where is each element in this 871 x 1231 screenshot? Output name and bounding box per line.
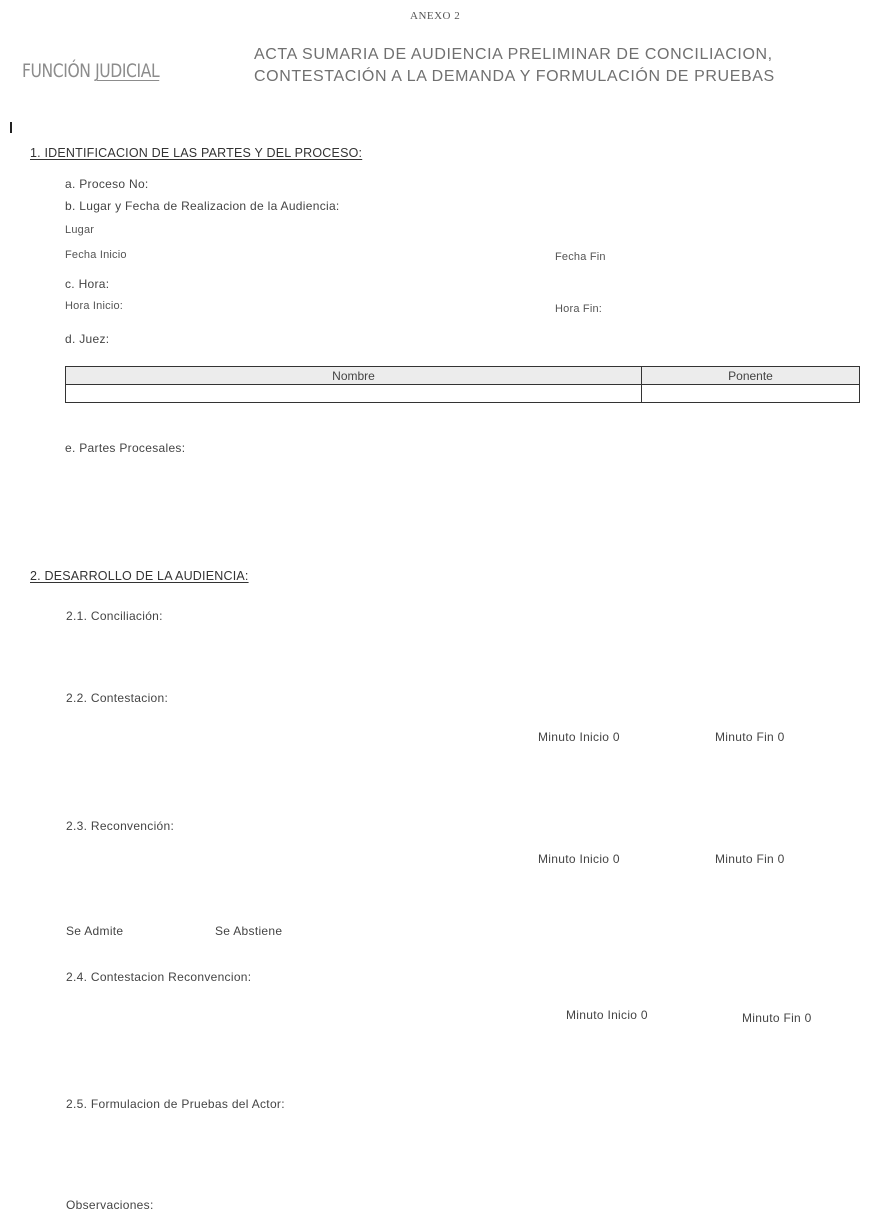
se-admite-label: Se Admite	[66, 924, 124, 938]
proceso-label: a. Proceso No:	[65, 177, 149, 191]
juez-nombre-cell	[66, 385, 642, 403]
reconvencion-minuto-fin: Minuto Fin 0	[715, 852, 785, 866]
section-1-heading: 1. IDENTIFICACION DE LAS PARTES Y DEL PROCESO:	[30, 146, 363, 160]
conciliacion-label: 2.1. Conciliación:	[66, 609, 163, 623]
margin-mark	[10, 122, 12, 133]
formulacion-pruebas-label: 2.5. Formulacion de Pruebas del Actor:	[66, 1097, 285, 1111]
table-row	[66, 385, 860, 403]
document-title-line-1: ACTA SUMARIA DE AUDIENCIA PRELIMINAR DE CONCILIACION,	[254, 46, 773, 63]
fecha-fin-label: Fecha Fin	[555, 251, 606, 263]
contestacion-reconvencion-label: 2.4. Contestacion Reconvencion:	[66, 970, 252, 984]
hora-label: c. Hora:	[65, 277, 110, 291]
contestacion-label: 2.2. Contestacion:	[66, 691, 169, 705]
hora-fin-label: Hora Fin:	[555, 303, 603, 315]
partes-procesales-label: e. Partes Procesales:	[65, 441, 186, 455]
reconvencion-label: 2.3. Reconvención:	[66, 819, 175, 833]
section-2-heading: 2. DESARROLLO DE LA AUDIENCIA:	[30, 569, 249, 583]
logo-text-1: FUNCIÓN	[22, 60, 96, 82]
contestacion-reconvencion-minuto-fin: Minuto Fin 0	[742, 1011, 812, 1025]
fecha-inicio-label: Fecha Inicio	[65, 249, 127, 261]
juez-table	[65, 366, 860, 403]
document-title-line-2: CONTESTACIÓN A LA DEMANDA Y FORMULACIÓN DE PRUEBAS	[254, 68, 775, 85]
juez-table-header	[66, 367, 860, 385]
juez-ponente-cell	[642, 385, 860, 403]
se-abstiene-label: Se Abstiene	[215, 924, 283, 938]
contestacion-reconvencion-minuto-inicio: Minuto Inicio 0	[566, 1008, 648, 1022]
juez-table-col-nombre: Nombre	[66, 367, 642, 385]
observaciones-label: Observaciones:	[66, 1198, 154, 1212]
contestacion-minuto-inicio: Minuto Inicio 0	[538, 730, 620, 744]
funcion-judicial-logo	[22, 60, 159, 82]
lugar-label: Lugar	[65, 224, 95, 236]
hora-inicio-label: Hora Inicio:	[65, 300, 124, 312]
juez-label: d. Juez:	[65, 332, 110, 346]
annex-label: ANEXO 2	[410, 10, 461, 22]
lugar-fecha-label: b. Lugar y Fecha de Realizacion de la Audiencia:	[65, 199, 340, 213]
juez-table-col-ponente: Ponente	[642, 367, 860, 385]
reconvencion-minuto-inicio: Minuto Inicio 0	[538, 852, 620, 866]
contestacion-minuto-fin: Minuto Fin 0	[715, 730, 785, 744]
logo-text-2: JUDICIAL	[95, 60, 160, 82]
